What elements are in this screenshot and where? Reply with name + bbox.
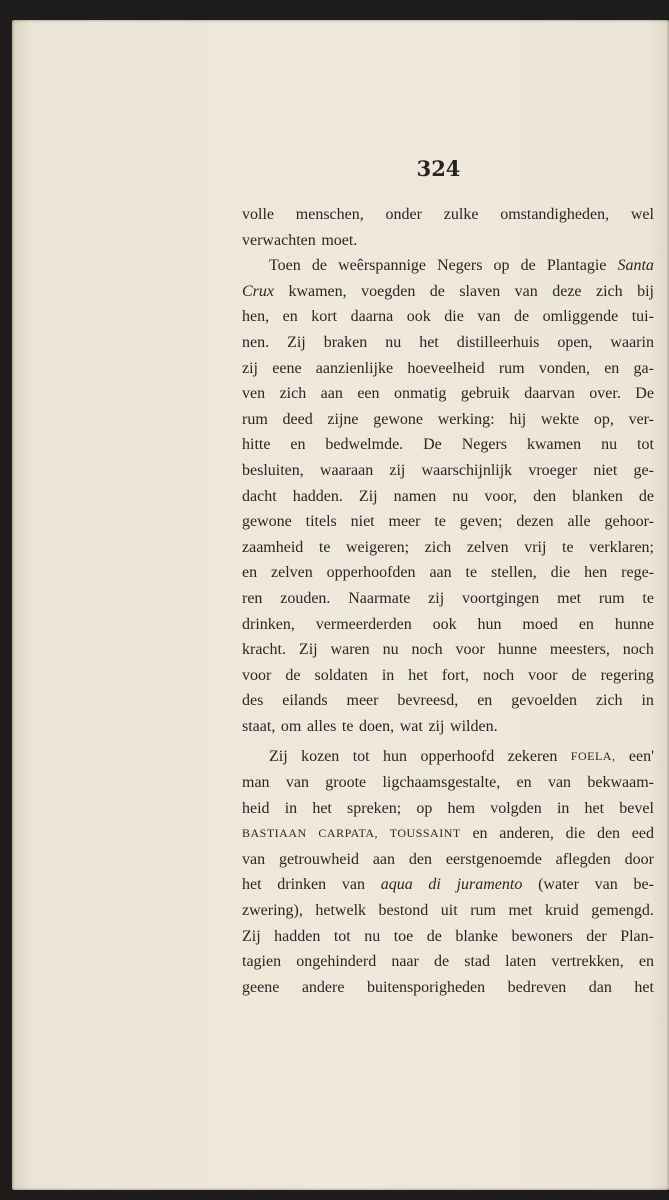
text-line: en zelven opperhoofden aan te stellen, die hen rege- bbox=[242, 564, 654, 582]
text-line: verwachten moet. bbox=[242, 231, 358, 249]
page-number: 324 bbox=[416, 156, 461, 181]
text-line: drinken, vermeerderden ook hun moed en hunne bbox=[242, 615, 654, 633]
text-line: van getrouwheid aan den eerstgenoemde aflegden door bbox=[242, 850, 654, 868]
text-line: tagien ongehinderd naar de stad laten vertrekken, en bbox=[242, 953, 654, 971]
text-line: BASTIAAN CARPATA, TOUSSAINT en anderen, die den eed bbox=[242, 825, 654, 843]
body-text bbox=[242, 202, 654, 1000]
text-line: ren zouden. Naarmate zij voortgingen met rum te bbox=[242, 589, 654, 607]
text-line: voor de soldaten in het fort, noch voor de regering bbox=[242, 666, 654, 684]
text-line: nen. Zij braken nu het distilleerhuis open, waarin bbox=[242, 333, 654, 351]
text-line: rum deed zijne gewone werking: hij wekte op, ver- bbox=[242, 410, 654, 428]
text-line: besluiten, waaraan zij waarschijnlijk vroeger niet ge- bbox=[242, 461, 654, 479]
text-line: zaamheid te weigeren; zich zelven vrij te verklaren; bbox=[242, 538, 654, 556]
text-line: zij eene aanzienlijke hoeveelheid rum vonden, en ga- bbox=[242, 359, 654, 377]
text-line: hen, en kort daarna ook die van de omliggende tui- bbox=[242, 308, 654, 326]
text-line: Zij hadden tot nu toe de blanke bewoners der Plan- bbox=[242, 927, 654, 945]
text-line: kracht. Zij waren nu noch voor hunne meesters, noch bbox=[242, 641, 654, 659]
text-line: heid in het spreken; op hem volgden in het bevel bbox=[242, 799, 654, 817]
text-line: Crux kwamen, voegden de slaven van deze zich bij bbox=[242, 282, 654, 300]
text-line: zwering), hetwelk bestond uit rum met kruid gemengd. bbox=[242, 902, 654, 920]
text-line: geene andere buitensporigheden bedreven dan het bbox=[242, 978, 654, 996]
text-line: gewone titels niet meer te geven; dezen alle gehoor- bbox=[242, 513, 654, 531]
text-line: des eilands meer bevreesd, en gevoelden zich in bbox=[242, 692, 654, 710]
text-line: het drinken van aqua di juramento (water van be- bbox=[242, 876, 654, 894]
text-line: hitte en bedwelmde. De Negers kwamen nu tot bbox=[242, 436, 654, 454]
text-line: volle menschen, onder zulke omstandigheden, wel bbox=[242, 206, 654, 223]
text-line: ven zich aan een onmatig gebruik daarvan over. De bbox=[242, 385, 654, 403]
text-line: man van groote ligchaamsgestalte, en van bekwaam- bbox=[242, 774, 654, 792]
text-line: dacht hadden. Zij namen nu voor, den blanken de bbox=[242, 487, 654, 505]
text-line: Zij kozen tot hun opperhoofd zekeren FOELA, een' bbox=[269, 748, 654, 766]
text-line: Toen de weêrspannige Negers op de Plantagie Santa bbox=[269, 257, 654, 275]
book-page bbox=[12, 20, 669, 1190]
text-line: staat, om alles te doen, wat zij wilden. bbox=[242, 717, 498, 735]
